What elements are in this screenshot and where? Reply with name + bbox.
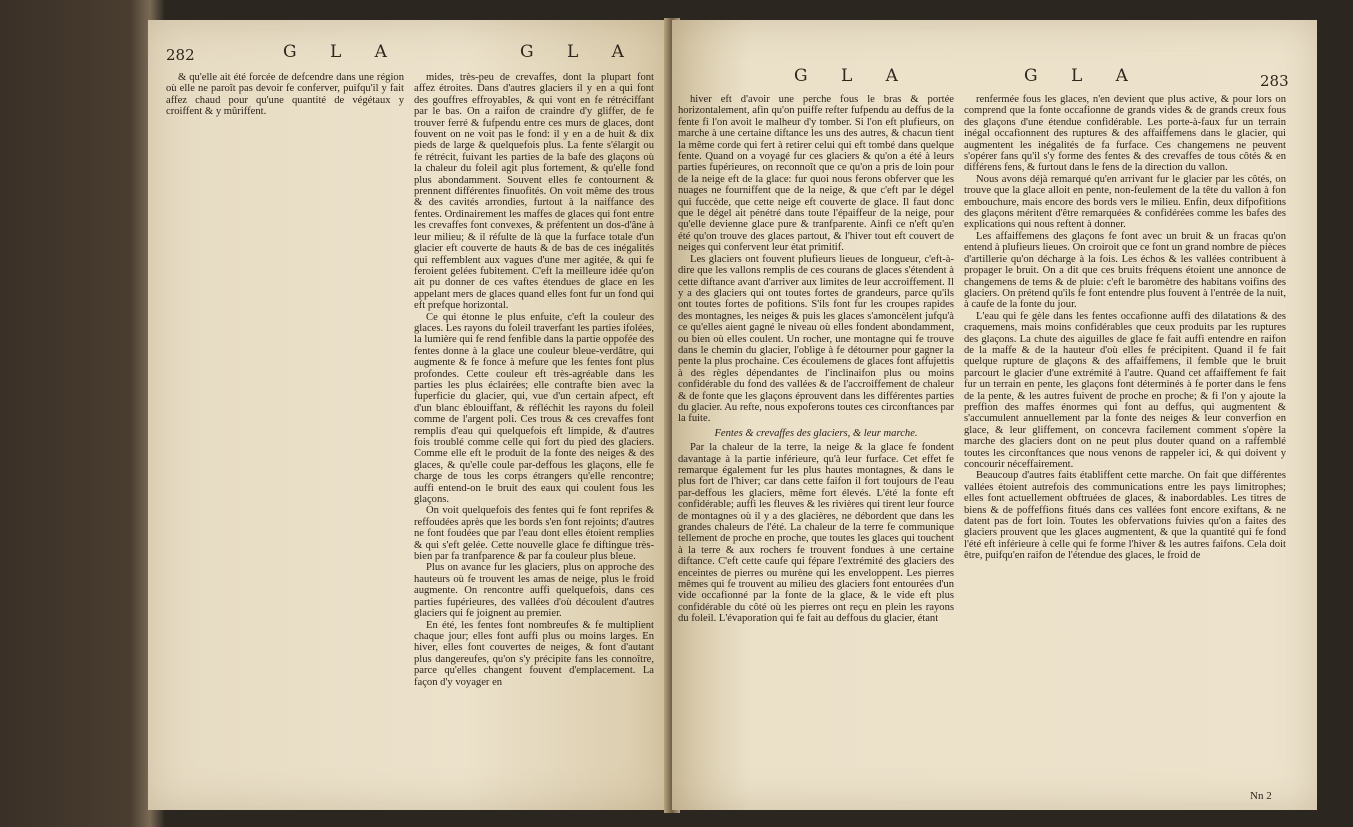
- left-page-column-1: [166, 72, 404, 802]
- page-number-left: 282: [166, 46, 195, 64]
- paragraph: Les glaciers ont fouvent plufieurs lieues de longueur, c'eft-à-dire que les vallons remplis de ces courans de glaces s'étendent à cette diftance avant d'arriver aux limites de leur accroiffement. Il y a des glaciers qui ont toutes fortes de grandeurs, parce qu'ils ont toutes fortes de pofitions. S'ils font fur les croupes rapides des montagnes, les neiges & puis les glaces s'amoncèlent jufqu'à ce qu'elles aient gagné le niveau où elles fondent abondamment, ou bien où elles coulent. Un rocher, une montagne qui fe trouve dans le chemin du glacier, l'oblige à fe détourner pour gagner la pente la plus prochaine. Ces écoulemens de glaces font affujettis à des règles dépendantes de l'inclinaifon plus ou moins confidérable du fond des vallées & de l'accroiffement de chaleur & de fonte que les glaçons éprouvent dans les différentes parties du glacier. Au refte, nous expoferons toutes ces circonftances par la fuite.: [678, 253, 954, 425]
- paragraph: L'eau qui fe gèle dans les fentes occafionne auffi des dilatations & des craquemens, mais moins confidérables que ceux produits par les ruptures des glaçons. La chute des aiguilles de glace fe fait auffi entendre en raifon de la maffe & de la hauteur d'où elles fe précipitent. Quand il fe fait quelque rupture de glaçons & des affaiffemens, il femble que le bruit parcourt le glacier d'une extrémité à l'autre. Quand cet affaiffement fe fait fur un terrain en pente, les glaçons font déterminés à fe porter dans le fens de la pente, & les autres fuivent de proche en proche; & fi l'on y ajoute la preffion des maffes énormes qui font au deffus, qui augmentent & s'accumulent annuellement par la fonte des neiges & leur converfion en glace, & leur gliffement, on concevra facilement comment s'opère la marche des glaciers dont on ne peut plus douter quand on a raffemblé toutes les circonftances que nous venons de rappeler ici, & qui doivent y concourir néceffairement.: [964, 310, 1286, 470]
- running-header-left-a: G L A: [283, 42, 401, 62]
- left-page-column-2: [414, 72, 654, 802]
- paragraph: Nous avons déjà remarqué qu'en arrivant fur le glacier par les côtés, on trouve que la glace alloit en pente, non-feulement de la tête du vallon à fon embouchure, mais encore des bords vers le milieu. Enfin, deux difpofitions des glaçons méritent d'être remarquées & confidérées comme les bafes des explications qui nous reftent à donner.: [964, 173, 1286, 231]
- paragraph: Plus on avance fur les glaciers, plus on approche des hauteurs où fe trouvent les amas de neige, plus le froid augmente. On rencontre auffi quelquefois, dans ces parties fupérieures, des vallées d'où découlent d'autres glaciers qui fe joignent au premier.: [414, 562, 654, 620]
- running-header-right-a: G L A: [794, 66, 912, 86]
- paragraph: Beaucoup d'autres faits établiffent cette marche. On fait que différentes vallées étoient autrefois des communications entre les pays limitrophes; elles font actuellement obftruées de glaces, & inabordables. Les titres de biens & de poffeffions fitués dans ces vallées font encore exiftans, & ne datent pas de fort loin. Toutes les obfervations fuivies qu'on a faites des glaciers prouvent que les glaces augmentent, & que la quantité qui fe fond l'été eft inférieure à celle qui fe forme l'hiver & les autres faifons. Cela doit être, puifqu'en raifon de l'étendue des glaces, le froid de: [964, 470, 1286, 562]
- paragraph: mides, très-peu de crevaffes, dont la plupart font affez étroites. Dans d'autres glaciers il y en a qui font des gouffres effroyables, & qui vont en fe rétréciffant par le bas. On a raifon de craindre d'y gliffer, de fe trouver ferré & fufpendu entre ces murs de glaces, dont fouvent on ne voit pas le fond: il y en a de huit & dix pieds de large & quelquefois plus. La fente s'élargit ou fe rétrécit, fuivant les parties de la bafe des glaçons où la chaleur du foleil agit plus fortement, & qu'elle fond plus abondamment. Souvent elles fe contournent & prennent différentes finuofités. On voit même des trous & des cavités arrondies, furtout à la naiffance des fentes. Ordinairement les maffes de glaces qui font entre les crevaffes font convexes, & préfentent un dos-d'âne à leur milieu; & il réfulte de là que la furface totale d'un glacier eft couverte de hauts & de bas de ces inégalités qui reffemblent aux vagues d'une mer agitée, & qui fe feroient gelées fubitement. C'eft la meilleure idée qu'on ait pu donner de ces vaftes étendues de glace en les appelant mers de glaces quand elles font fur un fond qui eft prefque horizontal.: [414, 72, 654, 312]
- signature-mark: Nn 2: [1250, 790, 1272, 802]
- paragraph: En été, les fentes font nombreufes & fe multiplient chaque jour; elles font auffi plus ou moins larges. En hiver, elles font couvertes de neiges, & font d'autant plus dangereufes, qu'on s'y précipite fans les connoître, parce qu'elles changent fouvent d'emplacement. La façon d'y voyager en: [414, 619, 654, 688]
- paragraph: renfermée fous les glaces, n'en devient que plus active, & pour lors on comprend que la fonte occafionne de grands vides & de grands creux fous des glaçons d'une étendue confidérable. Les porte-à-faux fur un terrain inégal occafionnent des ruptures & des affaiffemens dans le glacier, qui augmentent les inégalités de fa furface. Ces changemens ne peuvent s'opérer fans qu'il s'y forme des fentes & des crevaffes de tous côtés & en différens fens, & furtout dans le fens de la direction du vallon.: [964, 94, 1286, 174]
- right-page-column-2: [964, 94, 1286, 784]
- paragraph: On voit quelquefois des fentes qui fe font reprifes & reffoudées après que les bords s'en font rejoints; d'autres ne font foudées que par l'eau dont elles étoient remplies & qui s'eft gelée. Cette nouvelle glace fe diftingue très-bien par fa tranfparence & par fa couleur plus bleue.: [414, 505, 654, 563]
- right-page-column-1: [678, 94, 954, 794]
- paragraph: & qu'elle ait été forcée de defcendre dans une région où elle ne paroît pas devoir fe conferver, puifqu'il y fait affez chaud pour qu'une quantité de végétaux y croiffent & y mûriffent.: [166, 72, 404, 118]
- running-header-right-b: G L A: [1024, 66, 1142, 86]
- paragraph: hiver eft d'avoir une perche fous le bras & portée horizontalement, afin qu'on puiffe refter fufpendu au deffus de la fente fi l'on avoit le malheur d'y tomber. Si l'on eft plufieurs, on marche à une certaine diftance les uns des autres, & chacun tient la même corde qui fert à retirer celui qui eft tombé dans quelque fente. Quand on a voyagé fur ces glaciers & qu'on a été à leurs parties fupérieures, on reconnoît que ce qu'on a pris de loin pour de la neige eft de la glace: fur quoi nous ferons obferver que les nuages ne fourniffent que de la neige, & que c'eft par le dégel qui fuccède, que cette neige eft couverte de glace. Il faut donc que le dégel ait pénétré dans toute l'épaiffeur de la neige, pour qu'elle devienne glace pure & tranfparente. Ainfi ce n'eft qu'en été qu'on trouve des glaces partout, & l'hiver tout eft couvert de neiges qui confervent leur état primitif.: [678, 94, 954, 254]
- paragraph: Les affaiffemens des glaçons fe font avec un bruit & un fracas qu'on entend à plufieurs lieues. On croiroit que ce font un grand nombre de pièces d'artillerie qu'on décharge à la fois. Les échos & les vallées contribuent à propager le bruit. On a dit que ces bruits fréquens étoient une annonce de changemens de tems & de pluie: c'eft le baromètre des habitans voifins des glaciers. On prétend qu'ils fe font entendre plus fouvent à l'entrée de la nuit, à caufe de la fonte du jour.: [964, 230, 1286, 311]
- paragraph: Par la chaleur de la terre, la neige & la glace fe fondent davantage à la partie inférieure, qu'à leur furface. Cet effet fe remarque également fur les plus hautes montagnes, & dans le plus fort de l'hiver; car dans cette faifon il fort toujours de l'eau par-deffous les glaciers, même fort élevés. L'été la fonte eft confidérable; auffi les fleuves & les rivières qui tirent leur fource de montagnes où il y a des glacières, ne débordent que dans les grandes chaleurs de l'été. La chaleur de la terre fe communique tellement de proche en proche, que toutes les glaces qui touchent à la terre & aux rochers fe trouvent fondues à une certaine diftance. C'eft cette caufe qui fépare l'extrémité des glaciers des enceintes de pierres ou murène qui les enveloppent. Les pierres mêmes qui fe trouvent au milieu des glaciers font entourées d'un vide occafionné par la fonte de la glace, & le vide eft plus confidérable du côté où les pierres ont reçu en plein les rayons du foleil. L'évaporation qui fe fait au deffous du glacier, étant: [678, 442, 954, 625]
- paragraph: Ce qui étonne le plus enfuite, c'eft la couleur des glaces. Les rayons du foleil traverfant les parties ifolées, la lumière qui fe rend fenfible dans la partie oppofée des fentes donne à la glace une couleur bleue-verdâtre, qui augmente & fe fonce à mefure que les fentes font plus profondes. Cette couleur eft très-agréable dans les parties les plus éclairées; elle contrafte bien avec la fuperficie du glacier, qui, vue d'un certain afpect, eft d'un blanc éblouiffant, & réfléchit les rayons du foleil comme de l'argent poli. Ces trous & ces crevaffes font remplis d'eau qui quelquefois eft limpide, & d'autres fois troublé comme celle qui fort du pied des glaciers. Comme elle eft le produit de la fonte des neiges & des glaces, & qu'elle coule par-deffous les glaçons, elle fe charge de tous les corps étrangers qu'elle rencontre; auffi entend-on le bruit des eaux qui coulent fous les glaçons.: [414, 311, 654, 506]
- running-header-left-b: G L A: [520, 42, 638, 62]
- section-subtitle: Fentes & crevaffes des glaciers, & leur marche.: [714, 427, 918, 439]
- page-number-right: 283: [1260, 72, 1289, 90]
- left-page: [148, 20, 670, 810]
- right-page: [672, 20, 1317, 810]
